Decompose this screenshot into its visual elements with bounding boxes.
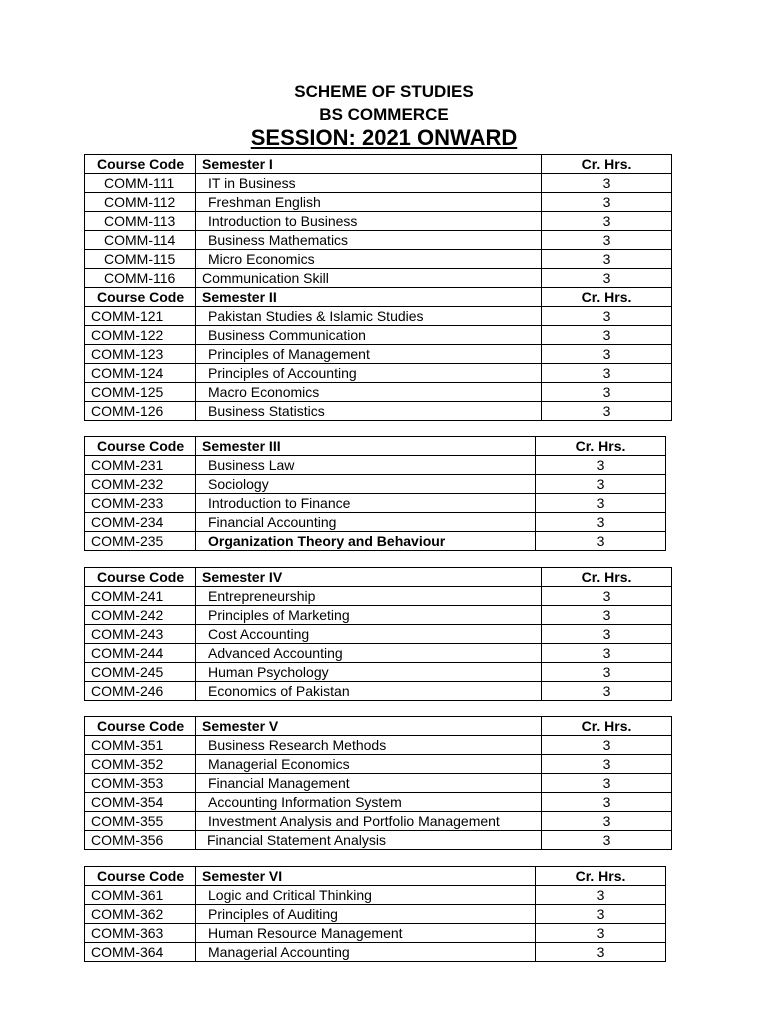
credit-hours: 3 xyxy=(536,475,666,494)
credit-hours: 3 xyxy=(542,793,672,812)
course-title: Economics of Pakistan xyxy=(196,682,542,701)
table-row xyxy=(85,812,672,831)
course-code-header: Course Code xyxy=(85,437,196,456)
table-row xyxy=(85,755,672,774)
course-title: Investment Analysis and Portfolio Management xyxy=(196,812,542,831)
course-title: Pakistan Studies & Islamic Studies xyxy=(196,307,542,326)
scheme-table-semester-6 xyxy=(84,866,666,962)
table-row xyxy=(85,682,672,701)
course-code: COMM-364 xyxy=(85,943,196,962)
course-code-header: Course Code xyxy=(85,867,196,886)
table-row xyxy=(85,326,672,345)
table-row xyxy=(85,905,666,924)
credit-hours: 3 xyxy=(542,174,672,193)
course-code: COMM-355 xyxy=(85,812,196,831)
course-code: COMM-352 xyxy=(85,755,196,774)
course-title: Introduction to Finance xyxy=(196,494,536,513)
table-row xyxy=(85,606,672,625)
course-code: COMM-113 xyxy=(85,212,196,231)
credit-hours: 3 xyxy=(536,494,666,513)
table-row xyxy=(85,494,666,513)
course-title: Freshman English xyxy=(196,193,542,212)
credit-hours: 3 xyxy=(542,606,672,625)
course-title: Business Law xyxy=(196,456,536,475)
table-row xyxy=(85,193,672,212)
document-title: SCHEME OF STUDIES xyxy=(294,82,474,101)
table-row xyxy=(85,793,672,812)
course-code: COMM-125 xyxy=(85,383,196,402)
program-name: BS COMMERCE xyxy=(319,105,449,124)
table-row xyxy=(85,644,672,663)
credit-hours: 3 xyxy=(536,924,666,943)
credit-hours: 3 xyxy=(542,682,672,701)
credit-hours: 3 xyxy=(542,231,672,250)
credit-hours: 3 xyxy=(542,193,672,212)
course-code: COMM-362 xyxy=(85,905,196,924)
table-header-row xyxy=(85,568,672,587)
course-code: COMM-233 xyxy=(85,494,196,513)
course-code: COMM-245 xyxy=(85,663,196,682)
credit-hours-header: Cr. Hrs. xyxy=(536,867,666,886)
course-title: Sociology xyxy=(196,475,536,494)
credit-hours: 3 xyxy=(542,663,672,682)
course-code-header: Course Code xyxy=(85,717,196,736)
credit-hours: 3 xyxy=(536,943,666,962)
table-row xyxy=(85,402,672,421)
table-row xyxy=(85,736,672,755)
course-code: COMM-353 xyxy=(85,774,196,793)
credit-hours: 3 xyxy=(542,345,672,364)
semester-header: Semester V xyxy=(196,717,542,736)
course-code: COMM-122 xyxy=(85,326,196,345)
course-title: Organization Theory and Behaviour xyxy=(196,532,536,551)
credit-hours-header: Cr. Hrs. xyxy=(542,288,672,307)
credit-hours: 3 xyxy=(542,364,672,383)
course-title: Macro Economics xyxy=(196,383,542,402)
course-code: COMM-126 xyxy=(85,402,196,421)
credit-hours: 3 xyxy=(542,831,672,850)
credit-hours: 3 xyxy=(542,644,672,663)
course-code-header: Course Code xyxy=(85,288,196,307)
credit-hours: 3 xyxy=(542,383,672,402)
course-code: COMM-121 xyxy=(85,307,196,326)
course-title: Principles of Accounting xyxy=(196,364,542,383)
course-code: COMM-244 xyxy=(85,644,196,663)
credit-hours: 3 xyxy=(536,532,666,551)
semester-header: Semester IV xyxy=(196,568,542,587)
table-row xyxy=(85,250,672,269)
course-code: COMM-123 xyxy=(85,345,196,364)
course-title: Human Resource Management xyxy=(196,924,536,943)
credit-hours-header: Cr. Hrs. xyxy=(536,437,666,456)
table-row xyxy=(85,174,672,193)
table-row xyxy=(85,364,672,383)
credit-hours: 3 xyxy=(536,905,666,924)
course-code: COMM-114 xyxy=(85,231,196,250)
course-title: Principles of Marketing xyxy=(196,606,542,625)
course-code: COMM-246 xyxy=(85,682,196,701)
course-title: Communication Skill xyxy=(196,269,542,288)
table-row xyxy=(85,943,666,962)
credit-hours: 3 xyxy=(542,212,672,231)
credit-hours: 3 xyxy=(536,513,666,532)
credit-hours: 3 xyxy=(536,456,666,475)
course-code: COMM-363 xyxy=(85,924,196,943)
table-row xyxy=(85,456,666,475)
course-title: IT in Business xyxy=(196,174,542,193)
table-row xyxy=(85,587,672,606)
credit-hours: 3 xyxy=(542,774,672,793)
semester-header: Semester VI xyxy=(196,867,536,886)
credit-hours: 3 xyxy=(542,625,672,644)
scheme-table-semester-3 xyxy=(84,436,666,551)
course-code: COMM-354 xyxy=(85,793,196,812)
credit-hours: 3 xyxy=(542,326,672,345)
table-header-row xyxy=(85,288,672,307)
credit-hours: 3 xyxy=(536,886,666,905)
course-title: Business Communication xyxy=(196,326,542,345)
course-title: Advanced Accounting xyxy=(196,644,542,663)
credit-hours: 3 xyxy=(542,736,672,755)
table-row xyxy=(85,774,672,793)
course-code: COMM-356 xyxy=(85,831,196,850)
course-title: Human Psychology xyxy=(196,663,542,682)
credit-hours: 3 xyxy=(542,812,672,831)
credit-hours-header: Cr. Hrs. xyxy=(542,568,672,587)
table-row xyxy=(85,475,666,494)
semester-header: Semester II xyxy=(196,288,542,307)
course-code: COMM-235 xyxy=(85,532,196,551)
scheme-table-year1 xyxy=(84,154,672,421)
table-header-row xyxy=(85,867,666,886)
course-title: Micro Economics xyxy=(196,250,542,269)
credit-hours-header: Cr. Hrs. xyxy=(542,717,672,736)
credit-hours-header: Cr. Hrs. xyxy=(542,155,672,174)
course-title: Financial Accounting xyxy=(196,513,536,532)
course-code: COMM-234 xyxy=(85,513,196,532)
course-code: COMM-351 xyxy=(85,736,196,755)
course-code: COMM-111 xyxy=(85,174,196,193)
table-row xyxy=(85,513,666,532)
course-code: COMM-124 xyxy=(85,364,196,383)
table-row xyxy=(85,345,672,364)
course-code: COMM-242 xyxy=(85,606,196,625)
course-title: Principles of Auditing xyxy=(196,905,536,924)
credit-hours: 3 xyxy=(542,402,672,421)
table-header-row xyxy=(85,717,672,736)
credit-hours: 3 xyxy=(542,307,672,326)
table-row xyxy=(85,886,666,905)
course-title: Managerial Economics xyxy=(196,755,542,774)
course-title: Principles of Management xyxy=(196,345,542,364)
course-code: COMM-243 xyxy=(85,625,196,644)
semester-header: Semester III xyxy=(196,437,536,456)
table-row xyxy=(85,269,672,288)
table-row xyxy=(85,212,672,231)
course-title: Business Statistics xyxy=(196,402,542,421)
course-title: Business Mathematics xyxy=(196,231,542,250)
credit-hours: 3 xyxy=(542,250,672,269)
table-header-row xyxy=(85,437,666,456)
table-row xyxy=(85,924,666,943)
course-code: COMM-361 xyxy=(85,886,196,905)
course-title: Introduction to Business xyxy=(196,212,542,231)
course-title: Business Research Methods xyxy=(196,736,542,755)
course-title: Accounting Information System xyxy=(196,793,542,812)
scheme-table-semester-4 xyxy=(84,567,672,701)
course-code: COMM-232 xyxy=(85,475,196,494)
scheme-table-semester-5 xyxy=(84,716,672,850)
course-code: COMM-115 xyxy=(85,250,196,269)
course-title: Financial Management xyxy=(196,774,542,793)
table-row xyxy=(85,383,672,402)
course-title: Managerial Accounting xyxy=(196,943,536,962)
table-row xyxy=(85,831,672,850)
semester-header: Semester I xyxy=(196,155,542,174)
course-title: Cost Accounting xyxy=(196,625,542,644)
credit-hours: 3 xyxy=(542,587,672,606)
table-header-row xyxy=(85,155,672,174)
table-row xyxy=(85,532,666,551)
course-code: COMM-112 xyxy=(85,193,196,212)
course-title: Financial Statement Analysis xyxy=(196,831,542,850)
course-code: COMM-231 xyxy=(85,456,196,475)
session-title: SESSION: 2021 ONWARD xyxy=(250,125,518,150)
course-code-header: Course Code xyxy=(85,568,196,587)
table-row xyxy=(85,625,672,644)
table-row xyxy=(85,663,672,682)
table-row xyxy=(85,307,672,326)
course-title: Logic and Critical Thinking xyxy=(196,886,536,905)
course-title: Entrepreneurship xyxy=(196,587,542,606)
credit-hours: 3 xyxy=(542,755,672,774)
course-code: COMM-116 xyxy=(85,269,196,288)
table-row xyxy=(85,231,672,250)
credit-hours: 3 xyxy=(542,269,672,288)
course-code: COMM-241 xyxy=(85,587,196,606)
course-code-header: Course Code xyxy=(85,155,196,174)
